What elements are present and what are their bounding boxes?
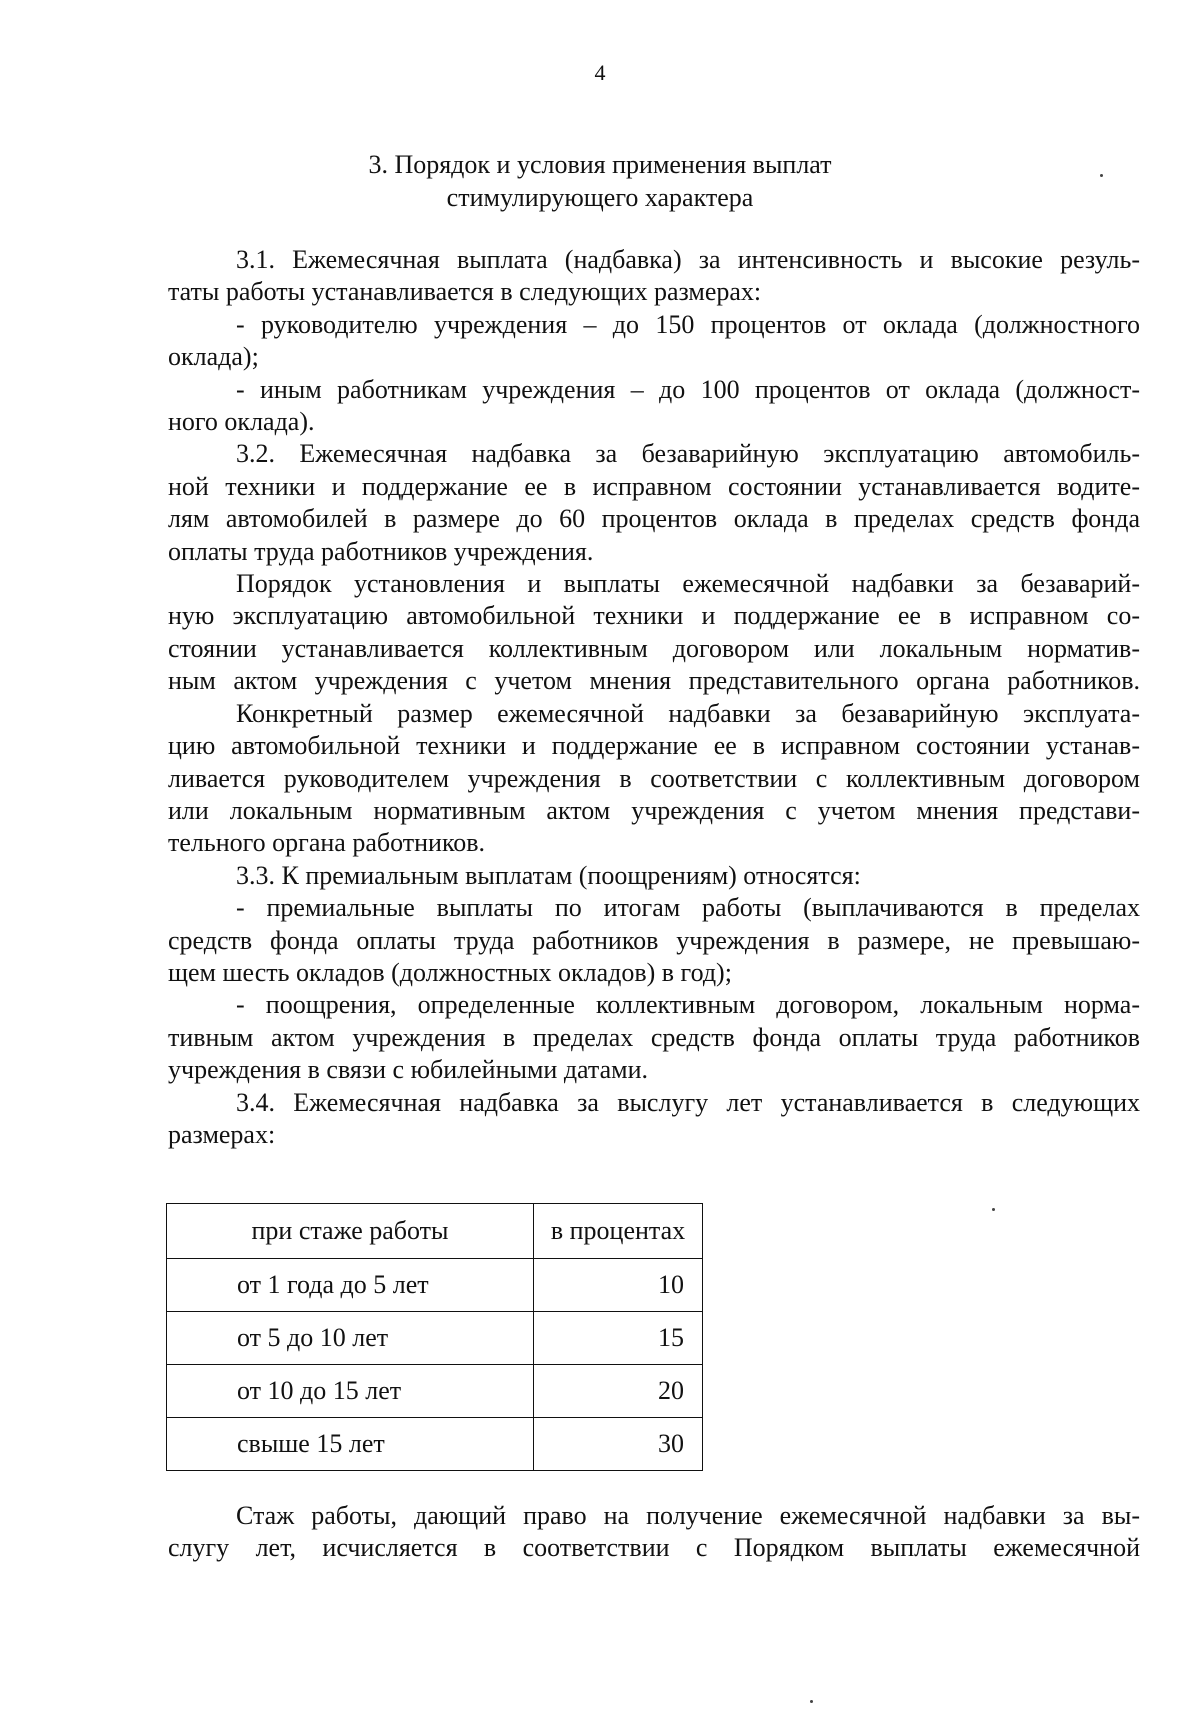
text-line: или локальным нормативным актом учреждения с учетом мнения представи- [168,795,1140,825]
text-line: цию автомобильной техники и поддержание ее в исправном состоянии устанав- [168,731,1140,761]
text-line: Стаж работы, дающий право на получение ежемесячной надбавки за вы- [236,1501,1140,1530]
scan-speck [992,1208,995,1211]
text-line: - руководителю учреждения – до 150 процентов от оклада (должностного [236,309,1140,339]
text-line: слугу лет, исчисляется в соответствии с Порядком выплаты ежемесячной [168,1533,1140,1563]
text-line: ным актом учреждения с учетом мнения представительного органа работников. [168,666,1140,696]
page-number: 4 [594,60,606,85]
text-line: ную эксплуатацию автомобильной техники и поддержание ее в исправном со- [168,601,1140,631]
text-line: размерах: [168,1119,276,1149]
text-line: 3.3. К премиальным выплатам (поощрениям) относятся: [236,860,861,890]
text-line: - премиальные выплаты по итогам работы (выплачиваются в пределах [236,893,1140,923]
section-body-text [168,244,1140,1151]
table-row [167,1259,703,1312]
text-line: лям автомобилей в размере до 60 процентов оклада в пределах средств фонда [168,504,1140,534]
section-title-line-2: стимулирующего характера [446,183,754,212]
text-line: ного оклада). [168,407,315,437]
seniority-table [166,1203,703,1471]
text-line: Конкретный размер ежемесячной надбавки за безаварийную эксплуата- [236,698,1140,728]
text-line: тивным актом учреждения в пределах средств фонда оплаты труда работников [168,1022,1140,1052]
table-cell-experience: от 1 года до 5 лет [167,1259,534,1312]
text-line: щем шесть окладов (должностных окладов) в год); [168,957,732,987]
text-line: 3.1. Ежемесячная выплата (надбавка) за интенсивность и высокие резуль- [236,245,1140,274]
scan-speck [1100,174,1103,177]
text-line: - поощрения, определенные коллективным договором, локальным норма- [236,990,1140,1020]
text-line: - иным работникам учреждения – до 100 процентов от оклада (должност- [236,374,1140,404]
text-line: оплаты труда работников учреждения. [168,536,594,566]
text-line: тельного органа работников. [168,828,486,858]
table-row [167,1312,703,1365]
table-cell-percent: 20 [534,1365,703,1418]
scan-speck [810,1700,813,1703]
text-line: ной техники и поддержание ее в исправном состоянии устанавливается водите- [168,471,1140,501]
table-row [167,1365,703,1418]
table-cell-experience: от 5 до 10 лет [167,1312,534,1365]
table-header-experience: при стаже работы [167,1204,534,1259]
section-title-line-1: 3. Порядок и условия применения выплат [368,150,832,179]
section-title [0,148,1200,214]
table-header-percent: в процентах [534,1204,703,1259]
table-header-row [167,1204,703,1259]
text-line: ливается руководителем учреждения в соответствии с коллективным договором [168,763,1140,793]
text-line: оклада); [168,342,259,372]
table-cell-percent: 15 [534,1312,703,1365]
table-cell-percent: 30 [534,1418,703,1471]
text-line: стоянии устанавливается коллективным договором или локальным норматив- [168,633,1140,663]
table-cell-experience: свыше 15 лет [167,1418,534,1471]
table-row [167,1418,703,1471]
text-line: учреждения в связи с юбилейными датами. [168,1055,648,1085]
closing-paragraph [168,1500,1140,1565]
table-cell-experience: от 10 до 15 лет [167,1365,534,1418]
text-line: 3.2. Ежемесячная надбавка за безаварийную эксплуатацию автомобиль- [236,439,1140,469]
text-line: Порядок установления и выплаты ежемесячной надбавки за безаварий- [236,569,1140,599]
text-line: 3.4. Ежемесячная надбавка за выслугу лет устанавливается в следующих [236,1087,1140,1117]
table-cell-percent: 10 [534,1259,703,1312]
text-line: средств фонда оплаты труда работников учреждения в размере, не превышаю- [168,925,1140,955]
text-line: таты работы устанавливается в следующих размерах: [168,277,762,307]
